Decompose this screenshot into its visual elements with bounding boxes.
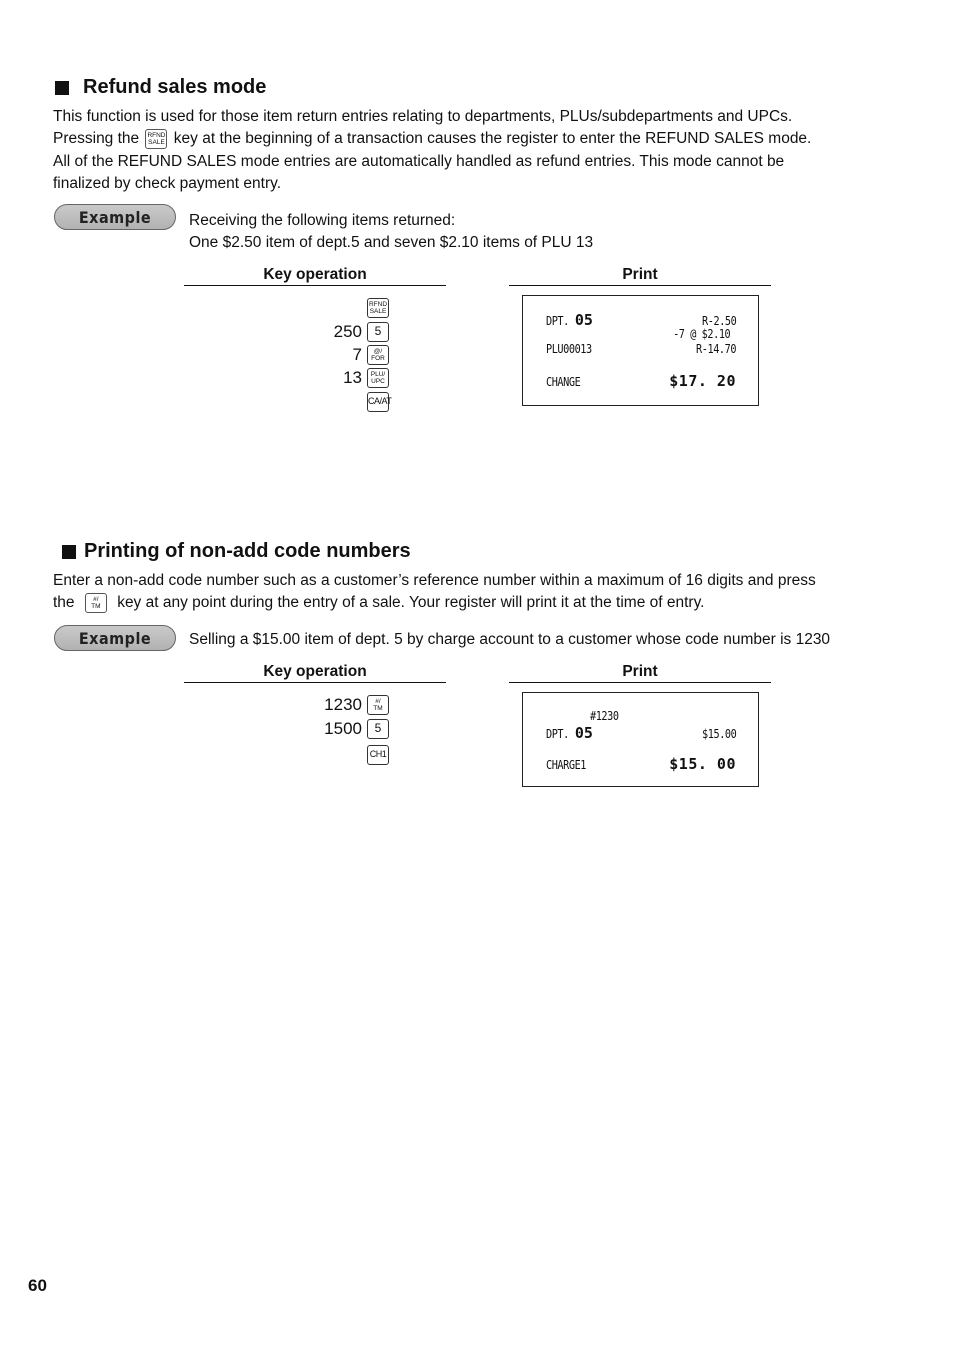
print-header: Print	[509, 663, 771, 683]
key-step	[367, 298, 389, 318]
receipt-line: DPT. 05 $15.00	[546, 724, 736, 742]
section-title-nonadd	[62, 540, 411, 563]
tm-key-icon: #/ TM	[85, 593, 107, 613]
square-bullet-icon	[62, 545, 76, 559]
key-operation-header: Key operation	[184, 663, 446, 683]
refund-description	[53, 106, 893, 195]
dept-5-key-icon: 5	[367, 719, 389, 739]
key-step: 7 @/ FOR	[353, 345, 389, 365]
key-step: 250 5	[334, 322, 389, 342]
receipt-print-nonadd	[522, 692, 759, 787]
rfnd-sale-key-icon: RFND SALE	[367, 298, 389, 318]
example-line1: Receiving the following items returned:	[189, 212, 456, 229]
nonadd-para-line1: Enter a non-add code number such as a customer’s reference number within a maximum of 16 digits and press	[53, 572, 816, 589]
example-line2: One $2.50 item of dept.5 and seven $2.10 items of PLU 13	[189, 234, 594, 251]
nonadd-description	[53, 570, 893, 615]
dept-5-key-icon: 5	[367, 322, 389, 342]
section-title-refund	[55, 76, 266, 99]
refund-para-line3: All of the REFUND SALES mode entries are automatically handled as refund entries. This mode cannot be	[53, 152, 785, 170]
section-title-text: Printing of non-add code numbers	[84, 540, 411, 562]
example-badge: Example	[54, 204, 176, 230]
key-operation-header: Key operation	[184, 266, 446, 286]
refund-para-line4: finalized by check payment entry.	[53, 174, 282, 192]
receipt-line: -7 @ $2.10	[672, 327, 730, 341]
key-step: 13 PLU/ UPC	[343, 368, 389, 388]
at-for-key-icon: @/ FOR	[367, 345, 389, 365]
example-description	[189, 210, 593, 254]
nonadd-para-line2: the #/ TM key at any point during the entry of a sale. Your register will print it at the time of entry.	[53, 594, 705, 612]
example-description	[189, 629, 830, 651]
key-step	[367, 745, 389, 765]
page-number: 60	[28, 1276, 47, 1295]
key-step	[367, 392, 392, 412]
example-line1: Selling a $15.00 item of dept. 5 by charge account to a customer whose code number is 1230	[189, 631, 831, 648]
key-operation-list	[184, 694, 389, 774]
print-header: Print	[509, 266, 771, 286]
ch1-key-icon: CH1	[367, 745, 389, 765]
tm-key-icon: #/ TM	[367, 695, 389, 715]
refund-para-line2: Pressing the RFND SALE key at the beginning of a transaction causes the register to enter the REFUND SALES mode.	[53, 130, 812, 148]
key-step: 1500 5	[324, 719, 389, 739]
section-title-text: Refund sales mode	[83, 76, 267, 98]
refund-para-line1: This function is used for those item return entries relating to departments, PLUs/subdepartments and UPCs.	[53, 108, 793, 125]
receipt-print-refund	[522, 295, 759, 406]
plu-upc-key-icon: PLU/ UPC	[367, 368, 389, 388]
receipt-line: CHARGE1 $15. 00	[546, 755, 736, 773]
receipt-line: #1230	[590, 709, 619, 723]
rfnd-sale-key-icon: RFND SALE	[145, 129, 167, 149]
example-badge: Example	[54, 625, 176, 651]
receipt-line: CHANGE $17. 20	[546, 372, 736, 390]
key-step: 1230 #/ TM	[324, 695, 389, 715]
receipt-line: PLU00013 R-14.70	[546, 342, 736, 356]
square-bullet-icon	[55, 81, 69, 95]
receipt-line: DPT. 05 R-2.50	[546, 311, 736, 329]
key-operation-list	[184, 296, 392, 416]
ca-at-key-icon: CA/AT	[367, 392, 389, 412]
